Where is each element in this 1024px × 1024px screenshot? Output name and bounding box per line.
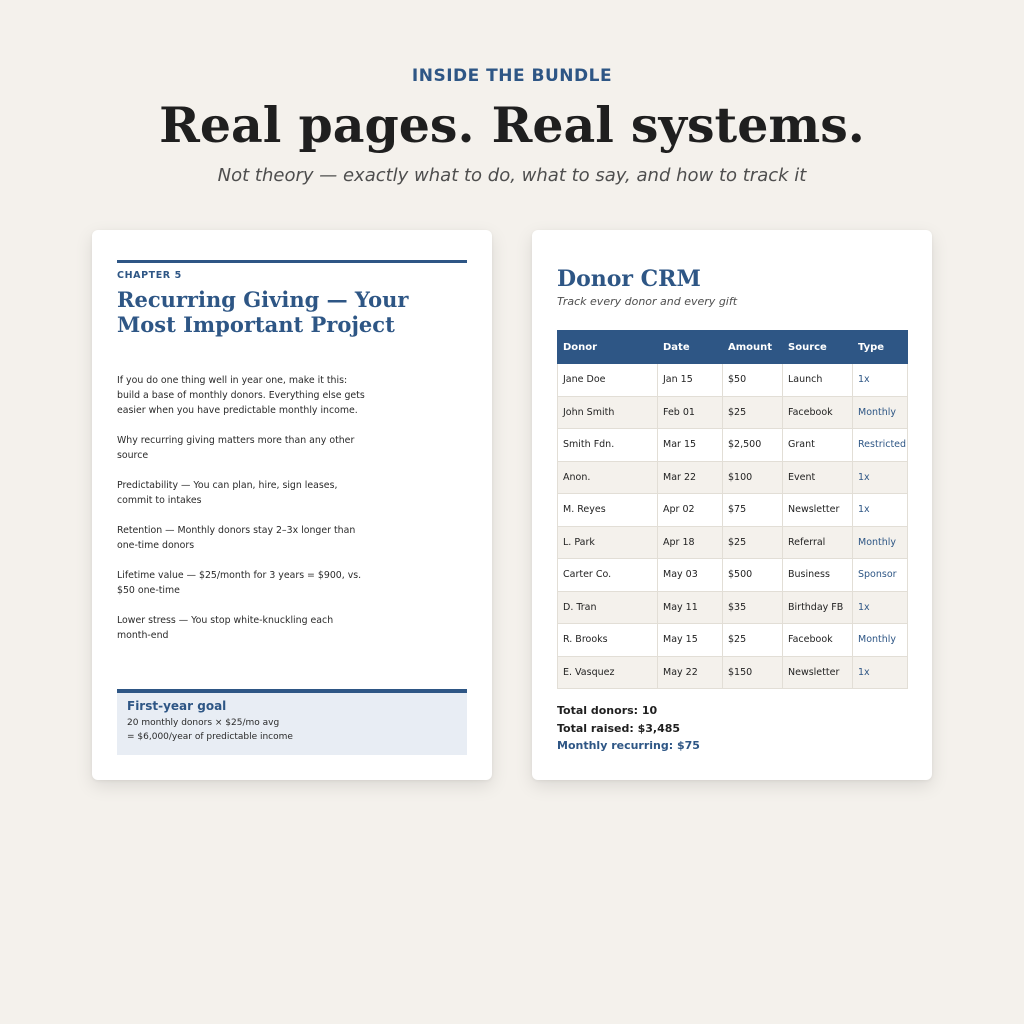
- source-cell: Newsletter: [783, 656, 853, 689]
- donor-table: [557, 330, 908, 689]
- type-cell: 1x: [853, 461, 908, 494]
- donor-cell: Anon.: [558, 461, 658, 494]
- type-cell: Sponsor: [853, 559, 908, 592]
- column-header-date: Date: [658, 331, 723, 364]
- page-title: Real pages. Real systems.: [159, 96, 865, 154]
- total-donors: Total donors: 10: [557, 704, 658, 717]
- date-cell: May 15: [658, 624, 723, 657]
- total-raised: Total raised: $3,485: [557, 721, 681, 735]
- chapter-paragraph: Lower stress — You stop white-knuckling each month-end: [117, 615, 334, 641]
- donor-cell: R. Brooks: [558, 624, 658, 657]
- first-year-goal-box: [117, 689, 467, 755]
- date-cell: Apr 18: [658, 526, 723, 559]
- column-header-donor: Donor: [558, 331, 658, 364]
- source-cell: Referral: [783, 526, 853, 559]
- source-cell: Facebook: [783, 396, 853, 429]
- goal-title: First-year goal: [127, 699, 227, 713]
- monthly-recurring: Monthly recurring: $75: [557, 739, 700, 752]
- type-cell: 1x: [853, 591, 908, 624]
- column-header-source: Source: [783, 331, 853, 364]
- donor-cell: D. Tran: [558, 591, 658, 624]
- table-header-row: [558, 331, 908, 364]
- source-cell: Birthday FB: [783, 591, 853, 624]
- donor-crm-preview: [532, 230, 932, 780]
- goal-line: 20 monthly donors × $25/mo avg: [127, 718, 280, 728]
- goal-line: = $6,000/year of predictable income: [127, 732, 293, 742]
- chapter-paragraph: Lifetime value — $25/month for 3 years = $900, vs. $50 one-time: [117, 570, 362, 596]
- amount-cell: $2,500: [723, 429, 783, 462]
- amount-cell: $100: [723, 461, 783, 494]
- source-cell: Newsletter: [783, 494, 853, 527]
- source-cell: Launch: [783, 364, 853, 397]
- page-subtitle: Not theory — exactly what to do, what to say, and how to track it: [217, 165, 807, 186]
- amount-cell: $150: [723, 656, 783, 689]
- date-cell: Feb 01: [658, 396, 723, 429]
- chapter-page-preview: [92, 230, 492, 780]
- source-cell: Business: [783, 559, 853, 592]
- table-row: [558, 656, 908, 689]
- donor-cell: Smith Fdn.: [558, 429, 658, 462]
- chapter-paragraph: If you do one thing well in year one, make it this: build a base of monthly donors. Everything else gets easier when you have predictable monthly income.: [117, 375, 365, 416]
- table-row: [558, 559, 908, 592]
- date-cell: Mar 22: [658, 461, 723, 494]
- type-cell: Restricted: [853, 429, 908, 462]
- table-row: [558, 591, 908, 624]
- donor-cell: Jane Doe: [558, 364, 658, 397]
- date-cell: Apr 02: [658, 494, 723, 527]
- date-cell: May 03: [658, 559, 723, 592]
- amount-cell: $25: [723, 526, 783, 559]
- crm-totals: [557, 702, 700, 755]
- source-cell: Grant: [783, 429, 853, 462]
- column-header-type: Type: [853, 331, 908, 364]
- amount-cell: $50: [723, 364, 783, 397]
- chapter-paragraph: Why recurring giving matters more than any other source: [117, 435, 355, 461]
- source-cell: Event: [783, 461, 853, 494]
- amount-cell: $25: [723, 396, 783, 429]
- eyebrow-label: INSIDE THE BUNDLE: [411, 66, 613, 86]
- table-row: [558, 494, 908, 527]
- chapter-paragraph: Predictability — You can plan, hire, sign leases, commit to intakes: [117, 480, 338, 506]
- type-cell: Monthly: [853, 396, 908, 429]
- date-cell: May 22: [658, 656, 723, 689]
- table-row: [558, 526, 908, 559]
- date-cell: Jan 15: [658, 364, 723, 397]
- table-row: [558, 429, 908, 462]
- type-cell: 1x: [853, 656, 908, 689]
- table-row: [558, 461, 908, 494]
- chapter-title: Recurring Giving — Your Most Important Project: [117, 287, 409, 337]
- chapter-body: [117, 373, 367, 658]
- donor-cell: E. Vasquez: [558, 656, 658, 689]
- crm-title: Donor CRM: [557, 266, 701, 292]
- type-cell: Monthly: [853, 624, 908, 657]
- source-cell: Facebook: [783, 624, 853, 657]
- crm-subtitle: Track every donor and every gift: [557, 295, 738, 308]
- amount-cell: $25: [723, 624, 783, 657]
- date-cell: Mar 15: [658, 429, 723, 462]
- chapter-top-rule: [117, 260, 467, 263]
- date-cell: May 11: [658, 591, 723, 624]
- chapter-label: CHAPTER 5: [117, 270, 182, 281]
- donor-cell: M. Reyes: [558, 494, 658, 527]
- column-header-amount: Amount: [723, 331, 783, 364]
- amount-cell: $35: [723, 591, 783, 624]
- donor-cell: L. Park: [558, 526, 658, 559]
- donor-cell: John Smith: [558, 396, 658, 429]
- donor-cell: Carter Co.: [558, 559, 658, 592]
- type-cell: 1x: [853, 364, 908, 397]
- type-cell: 1x: [853, 494, 908, 527]
- chapter-paragraph: Retention — Monthly donors stay 2–3x longer than one-time donors: [117, 525, 356, 551]
- type-cell: Monthly: [853, 526, 908, 559]
- amount-cell: $500: [723, 559, 783, 592]
- table-row: [558, 624, 908, 657]
- amount-cell: $75: [723, 494, 783, 527]
- table-row: [558, 364, 908, 397]
- table-row: [558, 396, 908, 429]
